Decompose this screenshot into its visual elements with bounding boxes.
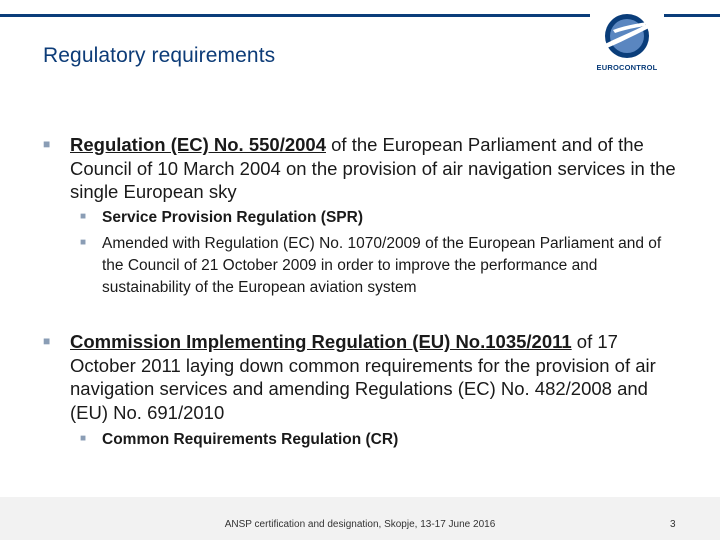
list-item (70, 330, 688, 424)
header-rule-right (664, 14, 720, 17)
bullet-icon: ■ (80, 237, 87, 248)
eurocontrol-emblem-icon (593, 0, 661, 62)
page-title: Regulatory requirements (43, 44, 276, 67)
regulation-link[interactable]: Commission Implementing Regulation (EU) No.1035/2011 (70, 331, 572, 352)
list-item (70, 133, 688, 204)
sub-item-text: Amended with Regulation (EC) No. 1070/2009 of the European Parliament and of the Council of 21 October 2009 in order to improve the performance and sustainability of the European aviation system (102, 235, 662, 296)
list-item-text: of 17 October 2011 laying down common requirements for the provision of air navigation services and amending Regulations (EC) No. 482/2008 and (EU) No. 691/2010 (70, 331, 656, 423)
page-number: 3 (670, 519, 676, 530)
sub-item-bold: Service Provision Regulation (SPR) (102, 209, 363, 226)
header-rule-left (0, 14, 590, 17)
sub-list-item (102, 207, 662, 229)
bullet-icon: ■ (80, 433, 87, 444)
footer (0, 497, 720, 540)
footer-text: ANSP certification and designation, Skopje, 13-17 June 2016 (224, 519, 496, 530)
bullet-icon: ■ (43, 137, 51, 151)
sub-item-bold: Common Requirements Regulation (CR) (102, 431, 399, 448)
sub-list-item (102, 429, 662, 451)
bullet-icon: ■ (43, 334, 51, 348)
logo-wordmark: EUROCONTROL (596, 63, 658, 72)
eurocontrol-logo (593, 0, 661, 88)
regulation-link[interactable]: Regulation (EC) No. 550/2004 (70, 134, 326, 155)
bullet-icon: ■ (80, 211, 87, 222)
list-item-text: of the European Parliament and of the Council of 10 March 2004 on the provision of air navigation services in the single European sky (70, 134, 676, 202)
sub-list-item (102, 233, 662, 299)
